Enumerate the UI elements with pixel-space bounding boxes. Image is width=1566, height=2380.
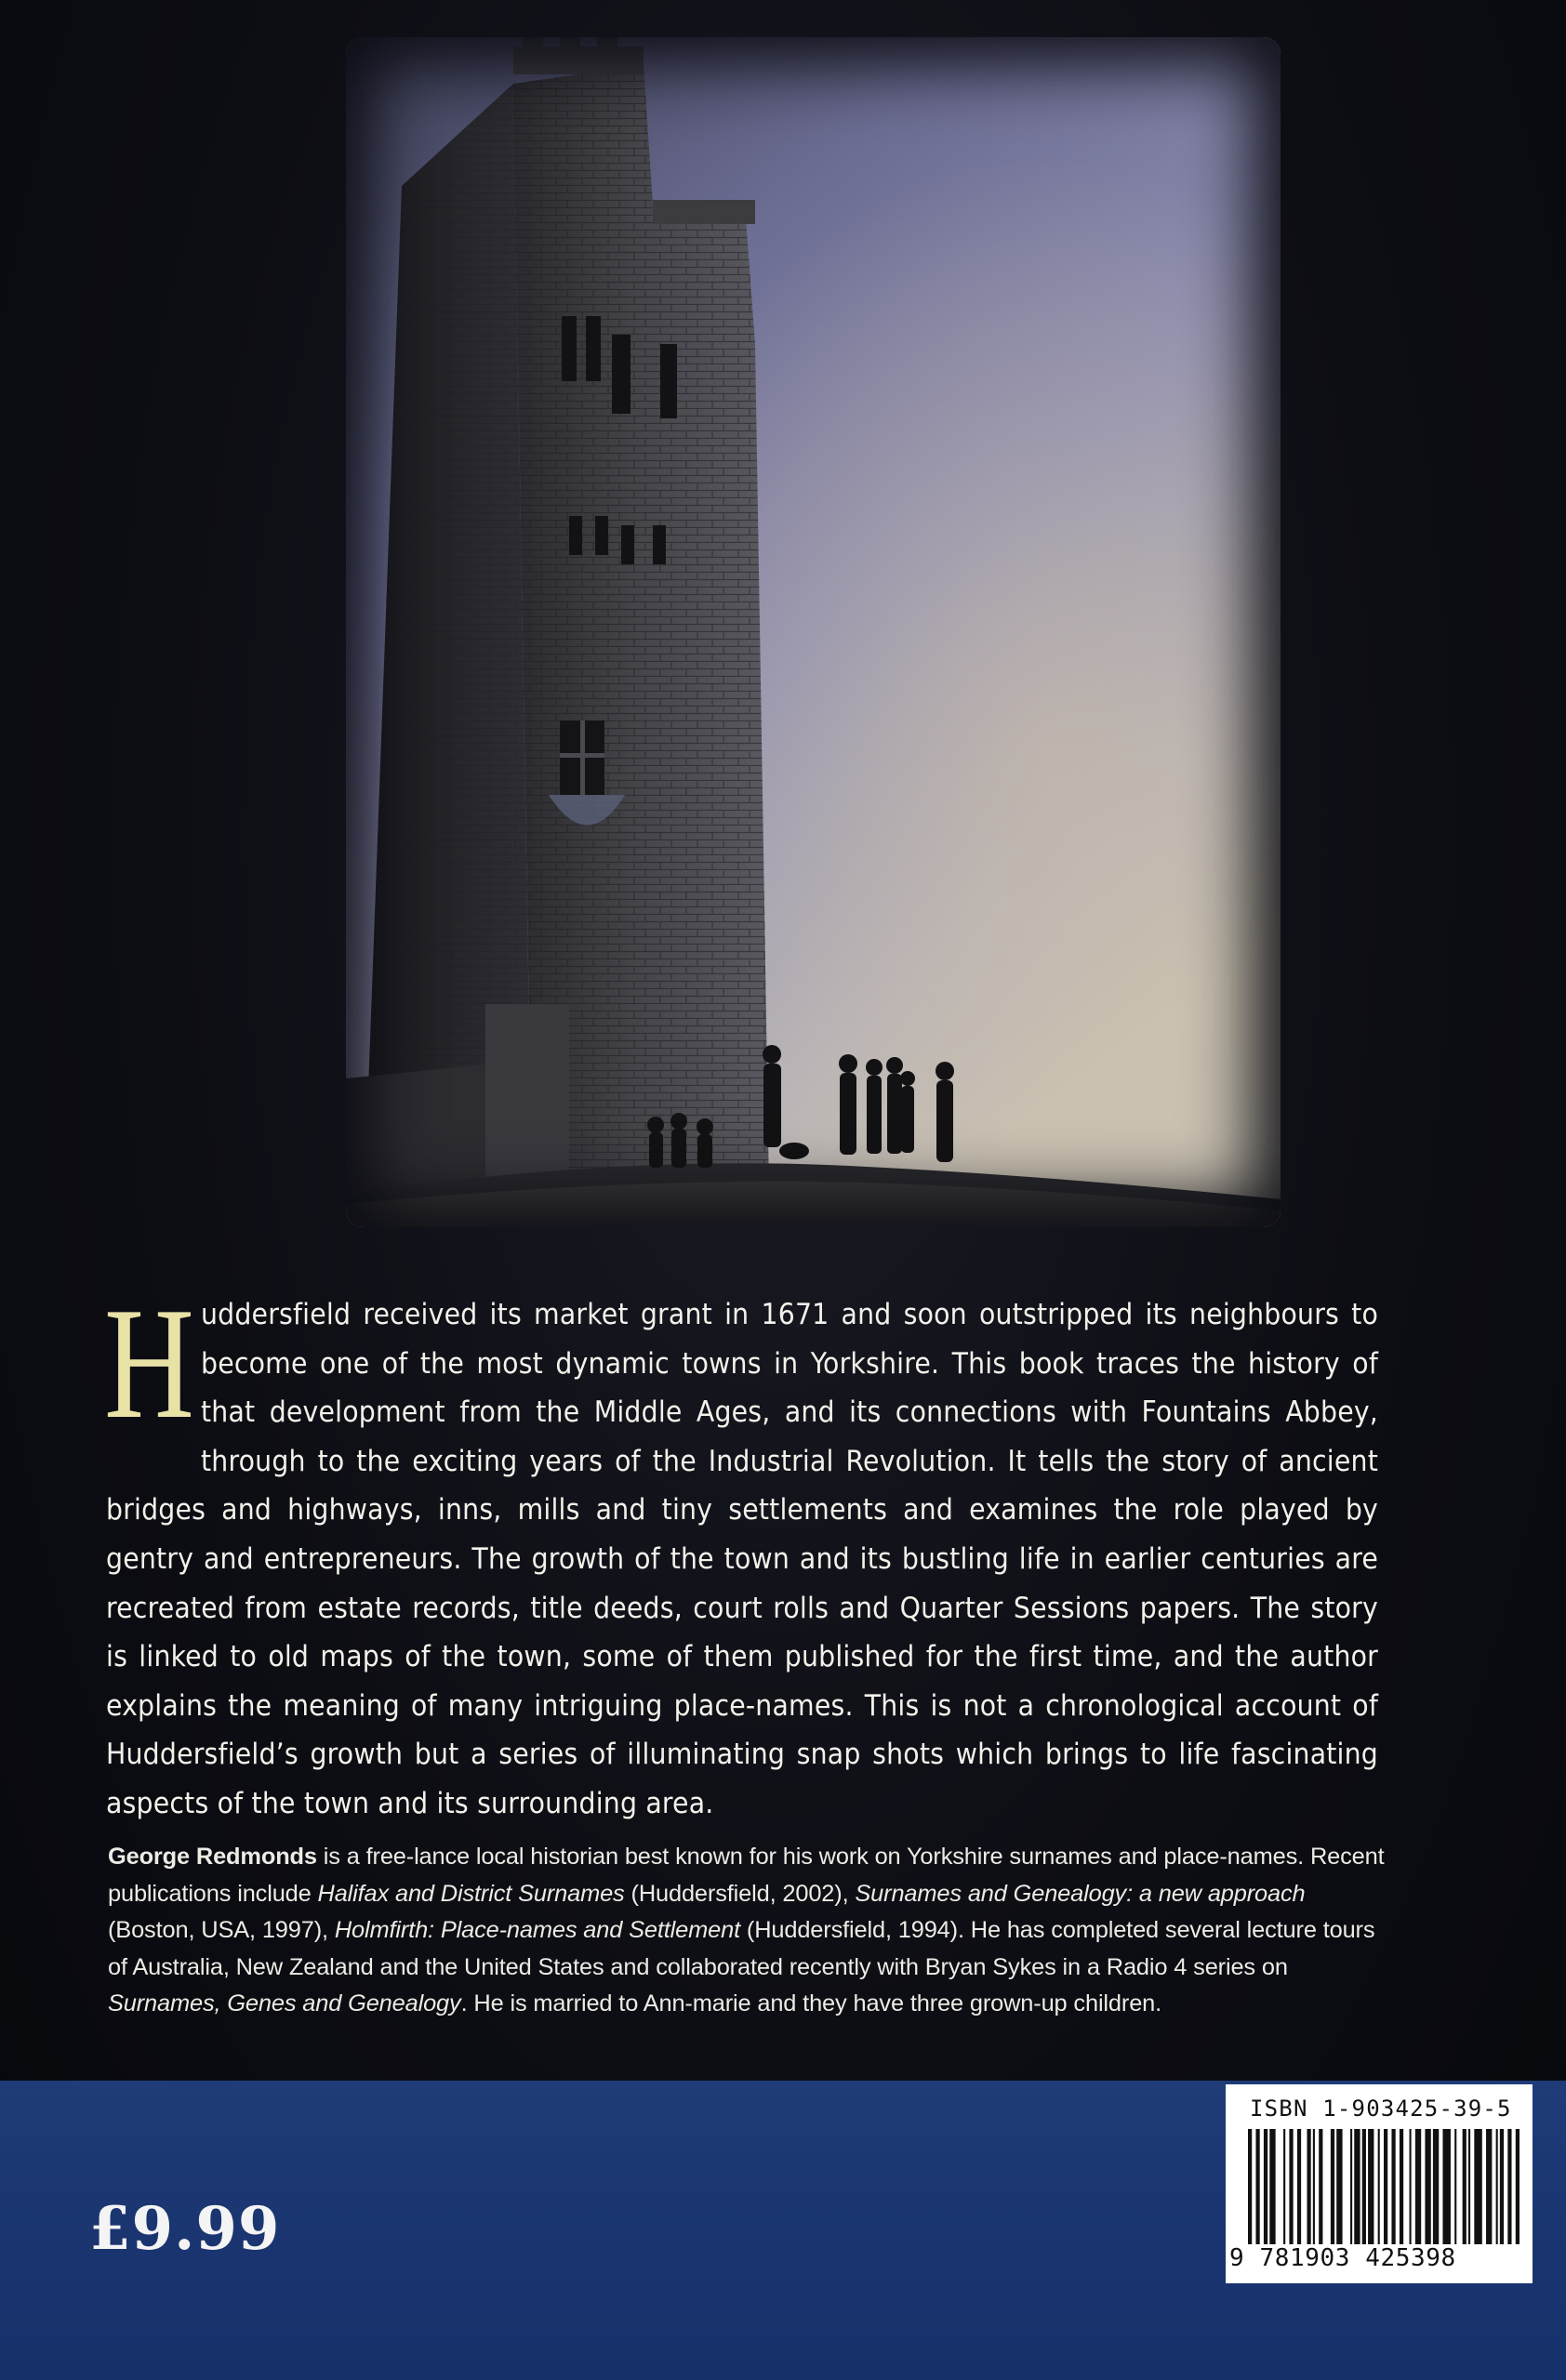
barcode-bar xyxy=(1391,2129,1395,2244)
blurb-text: uddersfield received its market grant in 1671 and soon outstripped its neighbours to become one of the most dynamic towns in Yorkshire. This book traces the history of that development from the Middle Ages, and its connections with Fountains Abbey, through to the exciting years of the Industrial Revolution. It tells the story of ancient bridges and highways, inns, mills and tiny settlements and examines the role played by gentry and entrepreneurs. The growth of the town and its bustling life in earlier centuries are recreated from estate records, title deeds, court rolls and Quarter Sessions papers. The story is linked to old maps of the town, some of them published for the first time, and the author explains the meaning of many intriguing place-names. This is not a chronological account of Huddersfield’s growth but a series of illuminating snap shots which brings to life fascinating aspects of the town and its surrounding area. xyxy=(106,1298,1378,1820)
barcode-bar xyxy=(1289,2129,1293,2244)
barcode-bar xyxy=(1354,2129,1360,2244)
barcode-bar xyxy=(1410,2129,1412,2244)
isbn-label: ISBN 1-903425-39-5 xyxy=(1250,2096,1512,2122)
bio-text: (Huddersfield, 1994). He has completed several lecture tours of Australia, New Zealand and the United States and collaborated recently with Bryan Sykes in a Radio 4 series on xyxy=(108,1917,1375,1980)
barcode-bar xyxy=(1516,2129,1520,2244)
barcode-bar xyxy=(1283,2129,1285,2244)
barcode-bar xyxy=(1415,2129,1421,2244)
barcode-bar xyxy=(1248,2129,1252,2244)
barcode-bar xyxy=(1463,2129,1466,2244)
barcode-panel xyxy=(1226,2084,1533,2283)
barcode-bar xyxy=(1264,2129,1267,2244)
barcode-bar xyxy=(1433,2129,1439,2244)
barcode-bar xyxy=(1307,2129,1310,2244)
barcode-bar xyxy=(1496,2129,1498,2244)
barcode-bar xyxy=(1368,2129,1374,2244)
barcode-bar xyxy=(1486,2129,1492,2244)
barcode-bar xyxy=(1474,2129,1481,2244)
barcode-bar xyxy=(1468,2129,1470,2244)
barcode-bar xyxy=(1384,2129,1387,2244)
barcode-bar xyxy=(1350,2129,1352,2244)
author-name: George Redmonds xyxy=(108,1844,317,1870)
barcode-bar xyxy=(1442,2129,1450,2244)
bio-text: is a free-lance local historian best known for his work on Yorkshire surnames and place-names. Recent publications include xyxy=(108,1844,1385,1907)
author-bio xyxy=(108,1839,1391,2023)
tower-photo-illustration xyxy=(346,37,1281,1227)
barcode-bar xyxy=(1425,2129,1430,2244)
barcode-bar xyxy=(1454,2129,1456,2244)
barcode-bar xyxy=(1319,2129,1322,2244)
book-title: Surnames and Genealogy: a new approach xyxy=(855,1880,1306,1907)
book-blurb xyxy=(104,1276,1378,1829)
bio-text: (Huddersfield, 2002), xyxy=(624,1880,856,1907)
barcode-bar xyxy=(1400,2129,1403,2244)
price-label: £9.99 xyxy=(89,2194,281,2264)
bio-text: (Boston, USA, 1997), xyxy=(108,1917,335,1943)
barcode-bar xyxy=(1378,2129,1380,2244)
book-title: Holmfirth: Place-names and Settlement xyxy=(334,1917,740,1943)
barcode xyxy=(1246,2129,1521,2244)
ean-digits: 9 781903 425398 xyxy=(1229,2244,1456,2272)
book-title: Surnames, Genes and Genealogy xyxy=(108,1990,461,2016)
barcode-bar xyxy=(1297,2129,1301,2244)
barcode-bar xyxy=(1507,2129,1511,2244)
barcode-bar xyxy=(1500,2129,1504,2244)
barcode-bar xyxy=(1362,2129,1366,2244)
barcode-bar xyxy=(1255,2129,1259,2244)
barcode-bar xyxy=(1269,2129,1275,2244)
drop-cap: H xyxy=(104,1276,195,1452)
book-title: Halifax and District Surnames xyxy=(317,1880,625,1907)
barcode-bar xyxy=(1331,2129,1334,2244)
barcode-bar xyxy=(1313,2129,1315,2244)
barcode-bar xyxy=(1336,2129,1342,2244)
bio-text: . He is married to Ann-marie and they have three grown-up children. xyxy=(460,1990,1162,2016)
cover-photo xyxy=(346,37,1281,1227)
